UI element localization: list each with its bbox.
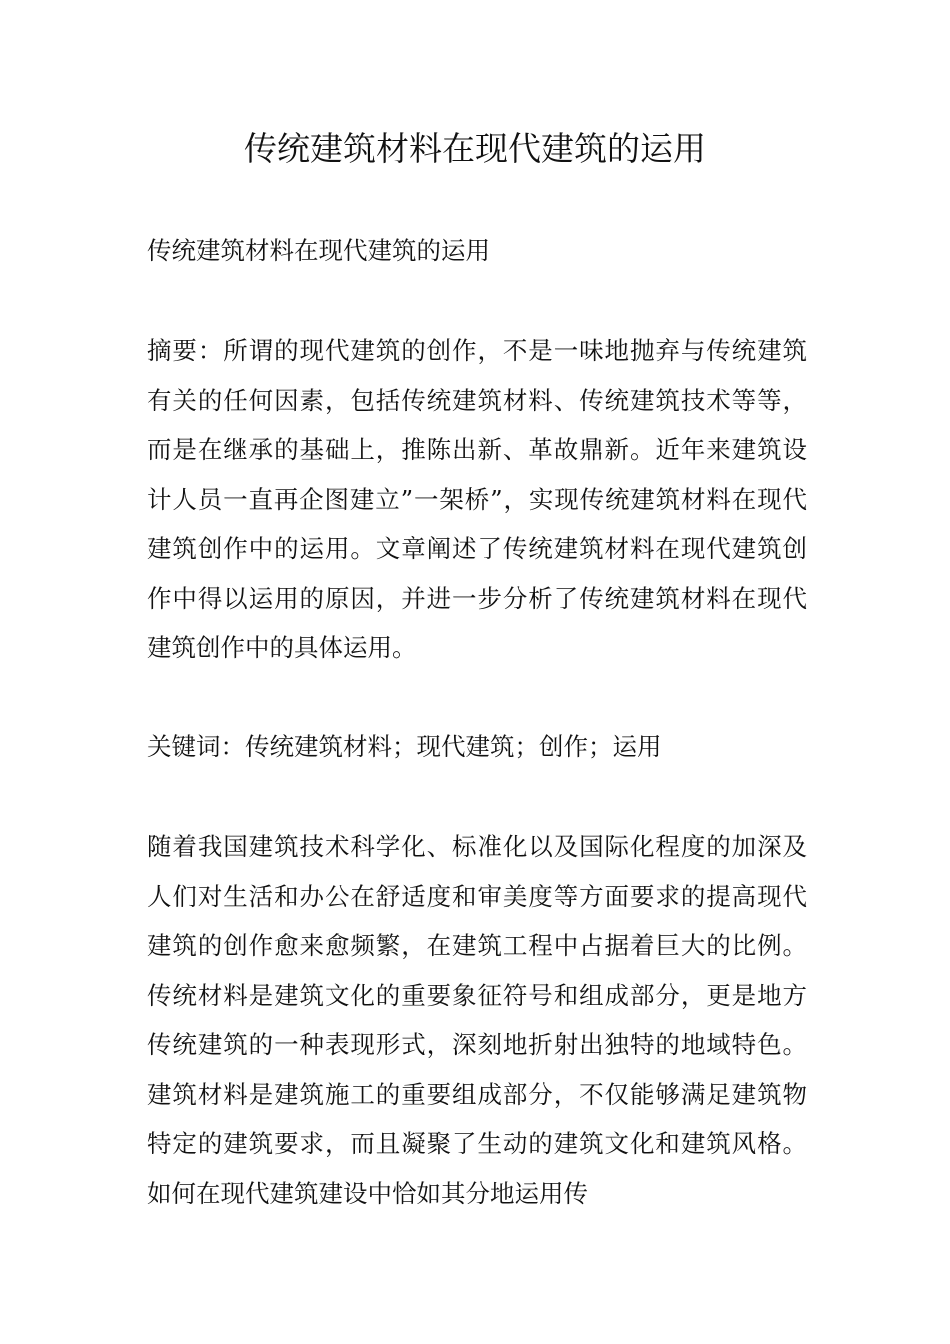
document-title: 传统建筑材料在现代建筑的运用 xyxy=(244,129,706,168)
document-subtitle: 传统建筑材料在现代建筑的运用 xyxy=(147,236,490,265)
abstract-paragraph: 摘要：所谓的现代建筑的创作，不是一味地抛弃与传统建筑有关的任何因素，包括传统建筑材料、传统建筑技术等等，而是在继承的基础上，推陈出新、革故鼎新。近年来建筑设计人员一直再企图建立”一架桥”，实现传统建筑材料在现代建筑创作中的运用。文章阐述了传统建筑材料在现代建筑创作中得以运用的原因，并进一步分析了传统建筑材料在现代建筑创作中的具体运用。 xyxy=(147,336,807,662)
body-paragraph: 随着我国建筑技术科学化、标准化以及国际化程度的加深及人们对生活和办公在舒适度和审美度等方面要求的提高现代建筑的创作愈来愈频繁，在建筑工程中占据着巨大的比例。传统材料是建筑文化的重要象征符号和组成部分，更是地方传统建筑的一种表现形式，深刻地折射出独特的地域特色。建筑材料是建筑施工的重要组成部分，不仅能够满足建筑物特定的建筑要求，而且凝聚了生动的建筑文化和建筑风格。如何在现代建筑建设中恰如其分地运用传 xyxy=(147,832,807,1208)
keywords-paragraph: 关键词：传统建筑材料；现代建筑；创作；运用 xyxy=(147,732,662,761)
